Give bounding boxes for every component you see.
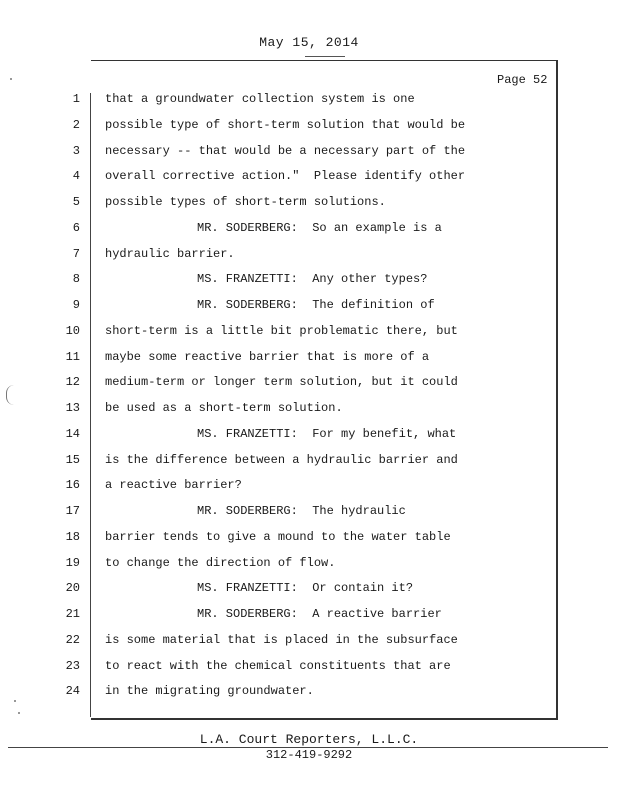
transcript-line: [0, 530, 618, 550]
transcript-line: [0, 607, 618, 627]
line-text: be used as a short-term solution.: [105, 401, 343, 415]
transcript-line: [0, 324, 618, 344]
speaker-line-text: MR. SODERBERG: The hydraulic: [197, 504, 406, 518]
transcript-line: [0, 247, 618, 267]
date-header: May 15, 2014: [259, 35, 359, 50]
margin-tick: [90, 508, 91, 518]
transcript-line: [0, 92, 618, 112]
margin-tick: [90, 148, 91, 158]
line-text: medium-term or longer term solution, but it could: [105, 375, 458, 390]
line-number: 18: [65, 529, 80, 544]
transcript-line: [0, 195, 618, 215]
line-text: a reactive barrier?: [105, 478, 242, 493]
line-number: 15: [65, 452, 80, 467]
transcript-line: [0, 504, 618, 524]
speaker-line-text: MR. SODERBERG: A reactive barrier: [197, 607, 442, 621]
transcript-line: [0, 272, 618, 292]
scan-arc-mark: [6, 385, 15, 405]
margin-tick: [90, 560, 91, 570]
transcript-line: [0, 427, 618, 447]
line-number: 23: [65, 658, 80, 673]
speaker-line-text: MR. SODERBERG: So an example is a: [197, 220, 442, 235]
transcript-line: [0, 633, 618, 653]
line-number: 11: [65, 349, 80, 364]
margin-tick: [90, 457, 91, 467]
line-text: short-term is a little bit problematic there, but: [105, 323, 458, 338]
margin-tick: [90, 225, 91, 235]
line-number: 22: [65, 632, 80, 647]
transcript-line: [0, 144, 618, 164]
header-rule: [305, 56, 345, 57]
transcript-line: [0, 684, 618, 704]
footer-phone: 312-419-9292: [265, 748, 353, 762]
line-number: 19: [65, 555, 80, 570]
line-text: to change the direction of flow.: [105, 555, 336, 570]
line-number: 9: [72, 298, 80, 312]
line-text: is some material that is placed in the subsurface: [105, 632, 458, 647]
transcript-line: [0, 169, 618, 189]
line-text: in the migrating groundwater.: [105, 684, 314, 699]
line-number: 6: [72, 220, 80, 235]
line-number: 1: [72, 92, 80, 106]
line-number: 8: [72, 272, 80, 287]
speaker-line-text: MS. FRANZETTI: For my benefit, what: [197, 426, 457, 441]
transcript-line: [0, 659, 618, 679]
line-text: possible types of short-term solutions.: [105, 195, 386, 209]
line-number: 17: [65, 504, 80, 518]
margin-tick: [90, 637, 91, 647]
speaker-line-text: MS. FRANZETTI: Any other types?: [197, 272, 428, 287]
line-number: 5: [72, 195, 80, 209]
margin-tick: [90, 482, 91, 492]
line-number: 20: [65, 581, 80, 596]
margin-tick: [90, 173, 91, 183]
line-text: is the difference between a hydraulic barrier and: [105, 452, 458, 467]
scan-speck: [14, 700, 16, 702]
line-text: necessary -- that would be a necessary part of the: [105, 143, 466, 158]
line-number: 24: [65, 684, 80, 699]
line-text: hydraulic barrier.: [105, 246, 235, 261]
margin-tick: [90, 354, 91, 364]
margin-tick: [90, 328, 91, 338]
line-number: 7: [72, 246, 80, 261]
margin-tick: [90, 663, 91, 673]
margin-tick: [90, 96, 91, 106]
transcript-line: [0, 375, 618, 395]
margin-tick: [90, 251, 91, 261]
transcript-line: [0, 298, 618, 318]
line-number: 2: [72, 117, 80, 132]
line-number: 3: [72, 143, 80, 158]
margin-tick: [90, 688, 91, 698]
line-text: that a groundwater collection system is one: [105, 92, 415, 106]
line-number: 13: [65, 401, 80, 415]
line-number: 16: [65, 478, 80, 493]
page-number: Page 52: [497, 73, 548, 87]
transcript-line: [0, 556, 618, 576]
margin-tick: [90, 405, 91, 415]
line-number: 4: [72, 169, 80, 184]
transcript-line: [0, 221, 618, 241]
scan-speck: [18, 712, 20, 714]
line-text: to react with the chemical constituents that are: [105, 658, 451, 673]
speaker-line-text: MS. FRANZETTI: Or contain it?: [197, 581, 414, 596]
line-text: barrier tends to give a mound to the water table: [105, 529, 451, 544]
margin-tick: [90, 611, 91, 621]
footer-company: L.A. Court Reporters, L.L.C.: [199, 732, 419, 747]
transcript-line: [0, 478, 618, 498]
transcript-line: [0, 453, 618, 473]
line-text: possible type of short-term solution that would be: [105, 117, 466, 132]
line-number: 21: [65, 607, 80, 621]
transcript-line: [0, 350, 618, 370]
margin-tick: [90, 122, 91, 132]
margin-tick: [90, 302, 91, 312]
line-text: maybe some reactive barrier that is more of a: [105, 349, 430, 364]
margin-tick: [90, 379, 91, 389]
scan-speck: [10, 78, 12, 80]
margin-tick: [90, 585, 91, 595]
line-number: 14: [65, 426, 80, 441]
transcript-line: [0, 581, 618, 601]
line-number: 10: [65, 323, 80, 338]
transcript-line: [0, 118, 618, 138]
speaker-line-text: MR. SODERBERG: The definition of: [197, 298, 435, 312]
margin-tick: [90, 534, 91, 544]
margin-tick: [90, 431, 91, 441]
margin-tick: [90, 276, 91, 286]
line-text: overall corrective action." Please identify other: [105, 169, 466, 184]
margin-tick: [90, 199, 91, 209]
transcript-line: [0, 401, 618, 421]
line-number: 12: [65, 375, 80, 390]
